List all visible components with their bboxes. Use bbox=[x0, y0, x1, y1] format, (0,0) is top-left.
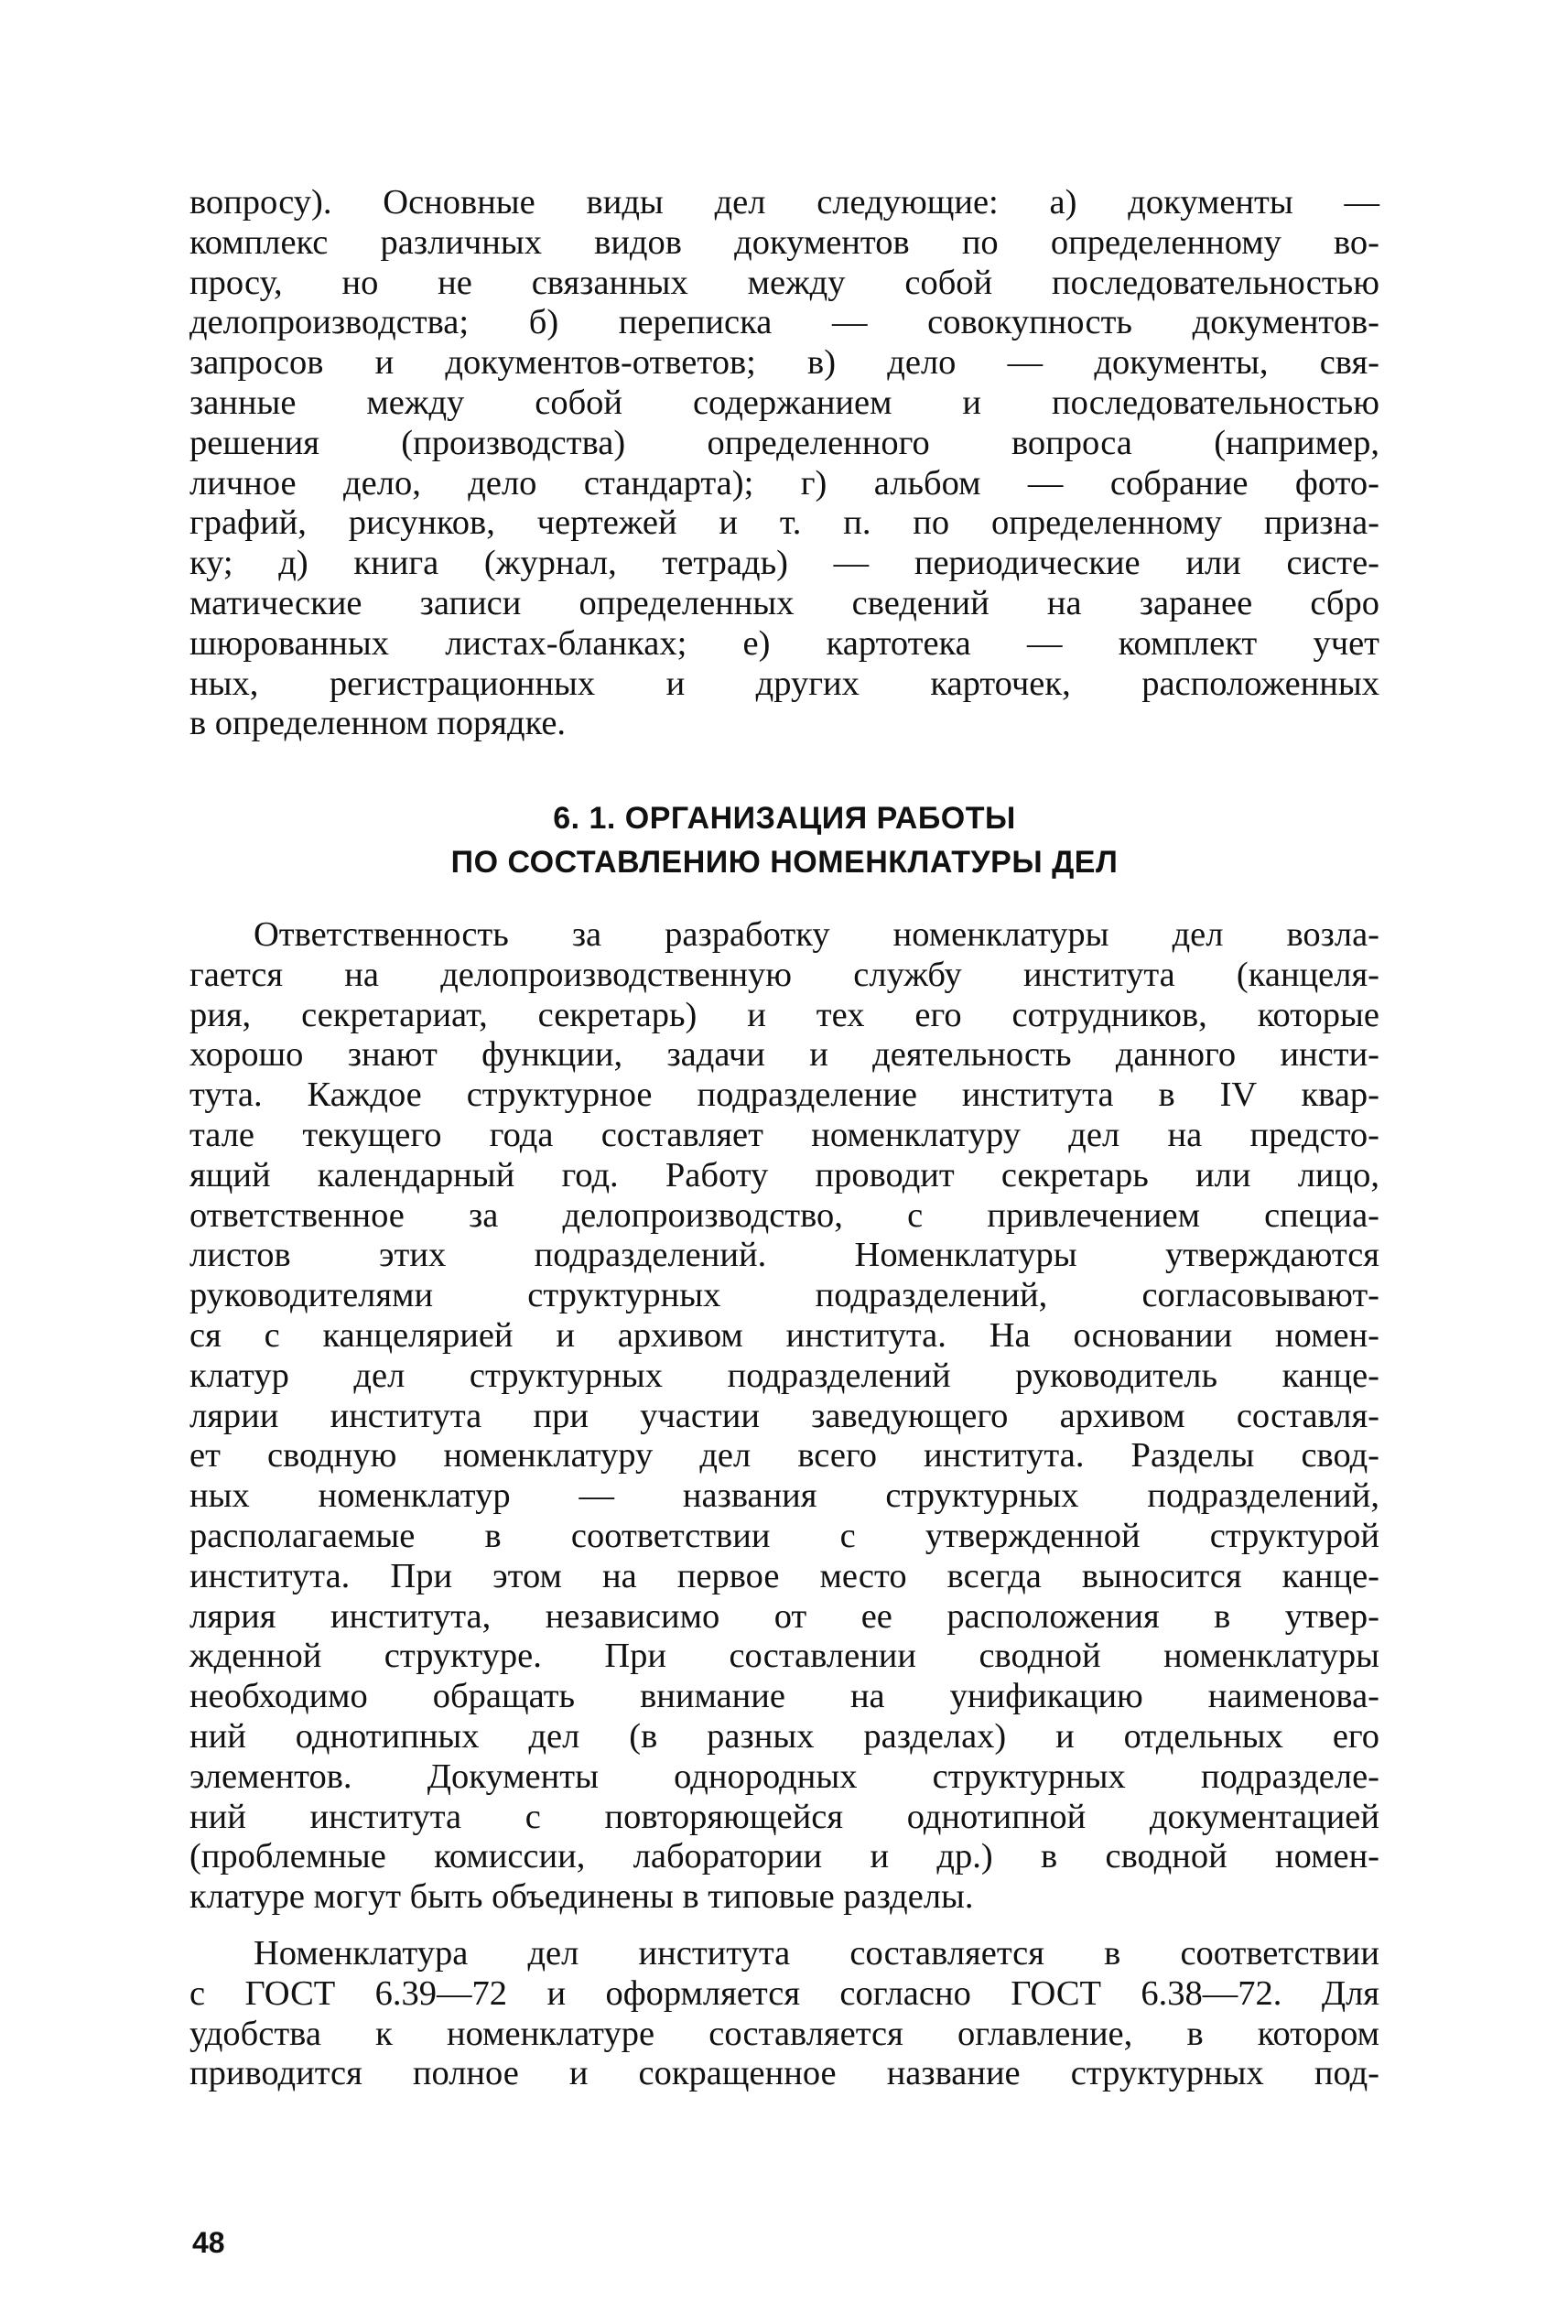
section-heading bbox=[189, 796, 1379, 884]
text-line: удобства к номенклатуре составляется оглавление, в котором bbox=[189, 2014, 1379, 2053]
text-line: клатуре могут быть объединены в типовые разделы. bbox=[189, 1877, 974, 1917]
text-line: ных номенклатур — названия структурных подразделений, bbox=[189, 1476, 1379, 1516]
text-line: ных, регистрационных и других карточек, расположенных bbox=[189, 664, 1379, 703]
text-line: Ответственность за разработку номенклатуры дел возла- bbox=[254, 915, 1379, 954]
text-line: ет сводную номенклатуру дел всего института. Разделы свод- bbox=[189, 1436, 1379, 1475]
main-paragraph bbox=[189, 915, 1379, 1918]
text-line: комплекс различных видов документов по определенному во- bbox=[189, 222, 1379, 262]
text-line: листов этих подразделений. Номенклатуры утверждаются bbox=[189, 1236, 1379, 1275]
text-line: с ГОСТ 6.39—72 и оформляется согласно ГОСТ 6.38—72. Для bbox=[189, 1973, 1379, 2013]
text-line: Номенклатура дел института составляется в соответствии bbox=[254, 1934, 1379, 1973]
text-line: графий, рисунков, чертежей и т. п. по определенному призна- bbox=[189, 503, 1379, 543]
text-line: (проблемные комиссии, лаборатории и др.) в сводной номен- bbox=[189, 1837, 1379, 1876]
text-line: запросов и документов-ответов; в) дело — документы, свя- bbox=[189, 343, 1379, 383]
section-heading-line-2: ПО СОСТАВЛЕНИЮ НОМЕНКЛАТУРЫ ДЕЛ bbox=[450, 845, 1119, 880]
intro-paragraph bbox=[189, 183, 1379, 744]
text-line: располагаемые в соответствии с утвержденной структурой bbox=[189, 1516, 1379, 1555]
text-line: клатур дел структурных подразделений руководитель канце- bbox=[189, 1356, 1379, 1395]
text-line: необходимо обращать внимание на унификацию наименова- bbox=[189, 1677, 1379, 1716]
text-line: тале текущего года составляет номенклатуру дел на предсто- bbox=[189, 1115, 1379, 1154]
final-paragraph bbox=[189, 1934, 1379, 2094]
text-line: решения (производства) определенного вопроса (например, bbox=[189, 423, 1379, 462]
text-line: приводится полное и сокращенное название структурных под- bbox=[189, 2054, 1379, 2093]
text-line: шюрованных листах-бланках; е) картотека — комплект учет bbox=[189, 623, 1379, 663]
text-line: ящий календарный год. Работу проводит секретарь или лицо, bbox=[189, 1155, 1379, 1194]
text-line: вопросу). Основные виды дел следующие: а) документы — bbox=[189, 183, 1379, 222]
intro-text bbox=[189, 183, 1379, 744]
text-line: просу, но не связанных между собой последовательностью bbox=[189, 263, 1379, 302]
text-line: матические записи определенных сведений на заранее сбро bbox=[189, 583, 1379, 622]
text-line: занные между собой содержанием и последовательностью bbox=[189, 383, 1379, 422]
text-line: ний института с повторяющейся однотипной документацией bbox=[189, 1797, 1379, 1836]
text-line: руководителями структурных подразделений, согласовывают- bbox=[189, 1276, 1379, 1315]
text-line: ку; д) книга (журнал, тетрадь) — периодические или систе- bbox=[189, 544, 1379, 583]
text-line: жденной структуре. При составлении сводной номенклатуры bbox=[189, 1637, 1379, 1676]
text-line: института. При этом на первое место всегда выносится канце- bbox=[189, 1556, 1379, 1595]
main-text bbox=[189, 915, 1379, 1918]
text-line: ответственное за делопроизводство, с привлечением специа- bbox=[189, 1195, 1379, 1235]
text-line: личное дело, дело стандарта); г) альбом — собрание фото- bbox=[189, 463, 1379, 503]
section-heading-line-1: 6. 1. ОРГАНИЗАЦИЯ РАБОТЫ bbox=[553, 801, 1016, 836]
text-line: ний однотипных дел (в разных разделах) и отдельных его bbox=[189, 1716, 1379, 1756]
final-text bbox=[189, 1934, 1379, 2094]
text-line: рия, секретариат, секретарь) и тех его сотрудников, которые bbox=[189, 995, 1379, 1034]
text-line: хорошо знают функции, задачи и деятельность данного инсти- bbox=[189, 1035, 1379, 1075]
text-line: гается на делопроизводственную службу института (канцеля- bbox=[189, 955, 1379, 994]
text-line: в определенном порядке. bbox=[189, 704, 567, 743]
text-line: элементов. Документы однородных структурных подразделе- bbox=[189, 1757, 1379, 1796]
text-line: ся с канцелярией и архивом института. На основании номен- bbox=[189, 1315, 1379, 1355]
text-line: тута. Каждое структурное подразделение института в IV квар- bbox=[189, 1076, 1379, 1115]
text-line: лярии института при участии заведующего архивом составля- bbox=[189, 1396, 1379, 1435]
page-number: 48 bbox=[192, 2226, 225, 2259]
text-line: делопроизводства; б) переписка — совокупность документов- bbox=[189, 303, 1379, 342]
text-line: лярия института, независимо от ее расположения в утвер- bbox=[189, 1596, 1379, 1636]
